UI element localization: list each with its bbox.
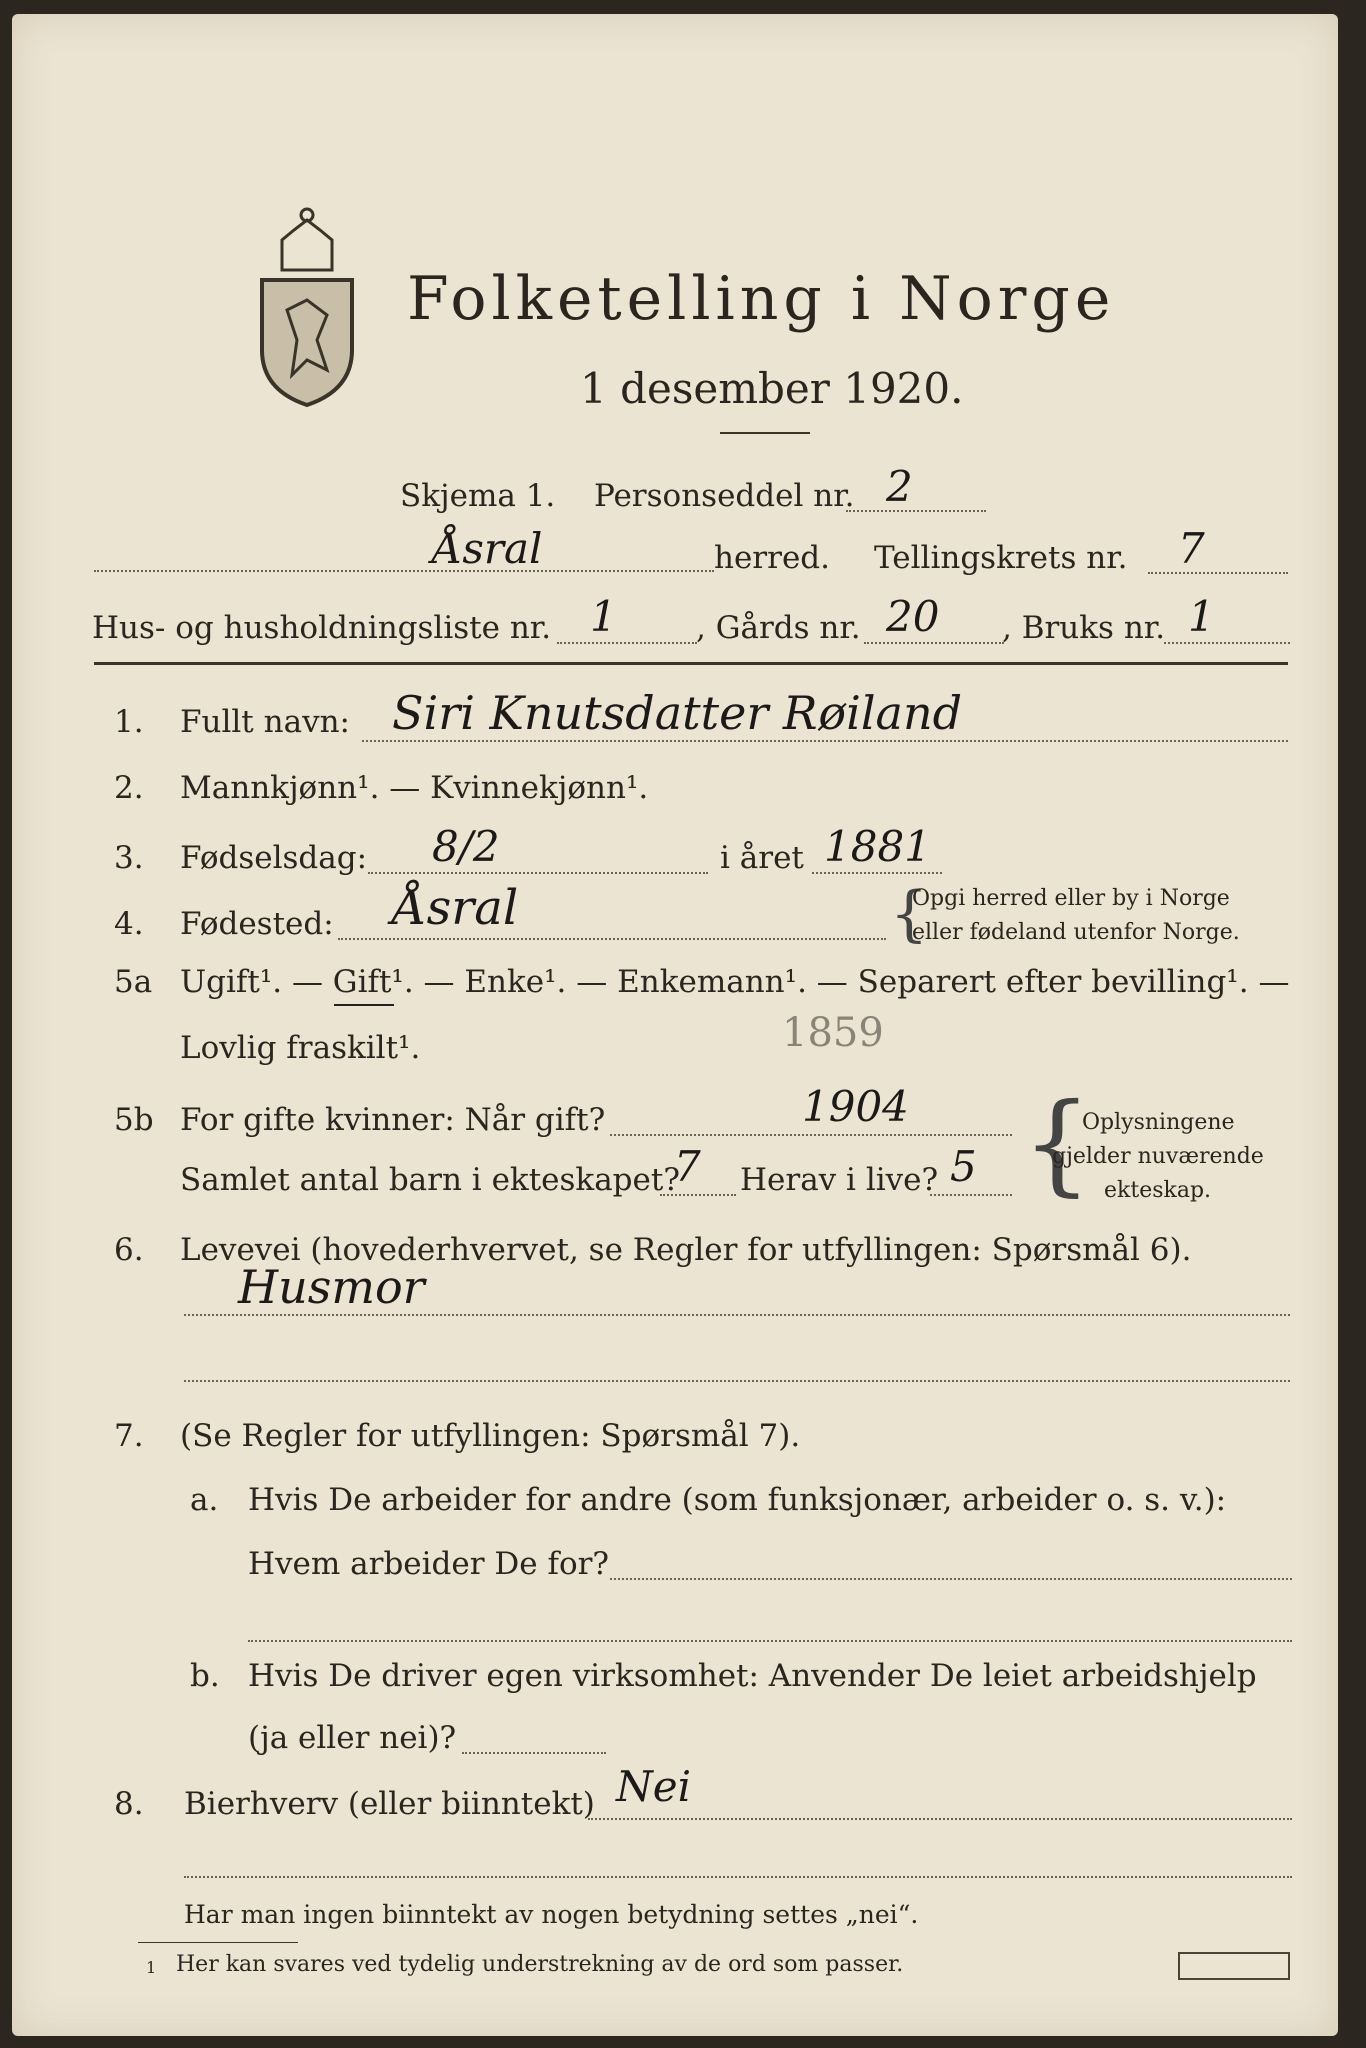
q5a-label2: Lovlig fraskilt¹. — [180, 1030, 421, 1066]
bruks-value: 1 — [1188, 592, 1215, 641]
q5b-label: For gifte kvinner: Når gift? — [180, 1102, 606, 1138]
q8-line1 — [588, 1818, 1292, 1820]
q5a-number: 5a — [114, 964, 153, 1000]
q6-line1 — [184, 1314, 1290, 1316]
q2-label: Mannkjønn¹. — Kvinnekjønn¹. — [180, 770, 649, 806]
q4-number: 4. — [114, 906, 144, 942]
q4-note-line2: eller fødeland utenfor Norge. — [912, 920, 1240, 945]
q5b-children-value: 7 — [674, 1142, 701, 1191]
q7b-label: Hvis De driver egen virksomhet: Anvender De leiet arbeidshjelp — [248, 1658, 1257, 1694]
q8-line2 — [184, 1876, 1292, 1878]
q3-year-label: i året — [720, 840, 804, 876]
census-date: 1 desember 1920. — [580, 364, 964, 413]
q1-line — [362, 740, 1288, 742]
form-title: Folketelling i Norge — [407, 264, 1116, 334]
footnote-text: Her kan svares ved tydelig understrekning av de ord som passer. — [176, 1952, 904, 1977]
q3-day-line — [368, 872, 708, 874]
q4-note-line1: Opgi herred eller by i Norge — [912, 886, 1230, 911]
personseddel-value: 2 — [886, 462, 913, 511]
biinntekt-note: Har man ingen biinntekt av nogen betydning settes „nei“. — [184, 1900, 919, 1929]
q5b-married-line — [610, 1134, 1012, 1136]
q5b-alive-value: 5 — [950, 1142, 977, 1191]
q3-number: 3. — [114, 840, 144, 876]
q5b-children-label: Samlet antal barn i ekteskapet? — [180, 1162, 680, 1198]
husholdning-label: Hus- og husholdningsliste nr. — [92, 610, 552, 646]
q5b-alive-label: Herav i live? — [740, 1162, 939, 1198]
q7a-line1 — [610, 1578, 1292, 1580]
footnote-mark: 1 — [146, 1958, 157, 1977]
q7a-label2: Hvem arbeider De for? — [248, 1546, 610, 1582]
q1-value: Siri Knutsdatter Røiland — [392, 686, 963, 740]
q4-line — [338, 938, 886, 940]
bruks-line — [1164, 642, 1290, 644]
q4-note-brace: { — [890, 879, 929, 949]
q5b-value: 1904 — [802, 1082, 909, 1131]
footnote-divider — [138, 1942, 298, 1943]
tellingskrets-line — [1148, 572, 1288, 574]
q7-number: 7. — [114, 1418, 144, 1454]
q5a-annotation: 1859 — [782, 1010, 884, 1056]
personseddel-label: Personseddel nr. — [594, 478, 855, 514]
q5b-children-line — [660, 1194, 736, 1196]
q7b-label2: (ja eller nei)? — [248, 1720, 457, 1756]
q5b-note-line1: Oplysningene — [1082, 1110, 1235, 1135]
husholdning-value: 1 — [590, 592, 617, 641]
q8-label: Bierhverv (eller biinntekt) — [184, 1786, 595, 1822]
gards-label: , Gårds nr. — [696, 610, 861, 646]
q5b-note-brace: { — [1022, 1079, 1092, 1207]
husholdning-line — [557, 642, 697, 644]
schema-label: Skjema 1. — [400, 478, 556, 514]
q3-year-value: 1881 — [824, 822, 931, 871]
printer-stamp-icon — [1178, 1952, 1290, 1980]
q1-number: 1. — [114, 704, 144, 740]
q4-value: Åsral — [392, 880, 519, 936]
bruks-label: , Bruks nr. — [1002, 610, 1166, 646]
tellingskrets-value: 7 — [1178, 524, 1205, 573]
q5b-note-line3: ekteskap. — [1104, 1178, 1212, 1203]
municipality-value: Åsral — [432, 524, 543, 573]
q5a-gift-underline — [334, 1004, 394, 1006]
q5b-alive-line — [930, 1194, 1012, 1196]
personseddel-line — [846, 510, 986, 512]
q6-line2 — [184, 1380, 1290, 1382]
q8-number: 8. — [114, 1786, 144, 1822]
q8-value: Nei — [616, 1762, 692, 1811]
q7a-label: Hvis De arbeider for andre (som funksjonær, arbeider o. s. v.): — [248, 1482, 1227, 1518]
herred-label: herred. — [714, 540, 830, 576]
q7b-number: b. — [190, 1658, 220, 1694]
q5b-note-line2: gjelder nuværende — [1052, 1144, 1264, 1169]
q6-label: Levevei (hovederhvervet, se Regler for utfyllingen: Spørsmål 6). — [180, 1232, 1192, 1268]
q5a-label: Ugift¹. — Gift¹. — Enke¹. — Enkemann¹. — Separert efter bevilling¹. — — [180, 964, 1290, 1000]
gards-line — [864, 642, 1004, 644]
tellingskrets-label: Tellingskrets nr. — [874, 540, 1128, 576]
gards-value: 20 — [886, 592, 940, 641]
q7a-number: a. — [190, 1482, 219, 1518]
title-divider — [720, 432, 810, 434]
coat-of-arms-icon — [252, 200, 362, 410]
q3-value: 8/2 — [432, 822, 500, 871]
q7-label: (Se Regler for utfyllingen: Spørsmål 7). — [180, 1418, 801, 1454]
q5b-number: 5b — [114, 1102, 154, 1138]
census-form-page — [12, 14, 1338, 2036]
q7a-line2 — [248, 1640, 1292, 1642]
q2-number: 2. — [114, 770, 144, 806]
q4-label: Fødested: — [180, 906, 334, 942]
header-separator — [94, 662, 1288, 665]
q6-value: Husmor — [238, 1260, 425, 1314]
q7b-line — [462, 1752, 606, 1754]
q3-label: Fødselsdag: — [180, 840, 368, 876]
q6-number: 6. — [114, 1232, 144, 1268]
municipality-line — [94, 570, 714, 572]
q3-year-line — [812, 872, 942, 874]
q1-label: Fullt navn: — [180, 704, 350, 740]
